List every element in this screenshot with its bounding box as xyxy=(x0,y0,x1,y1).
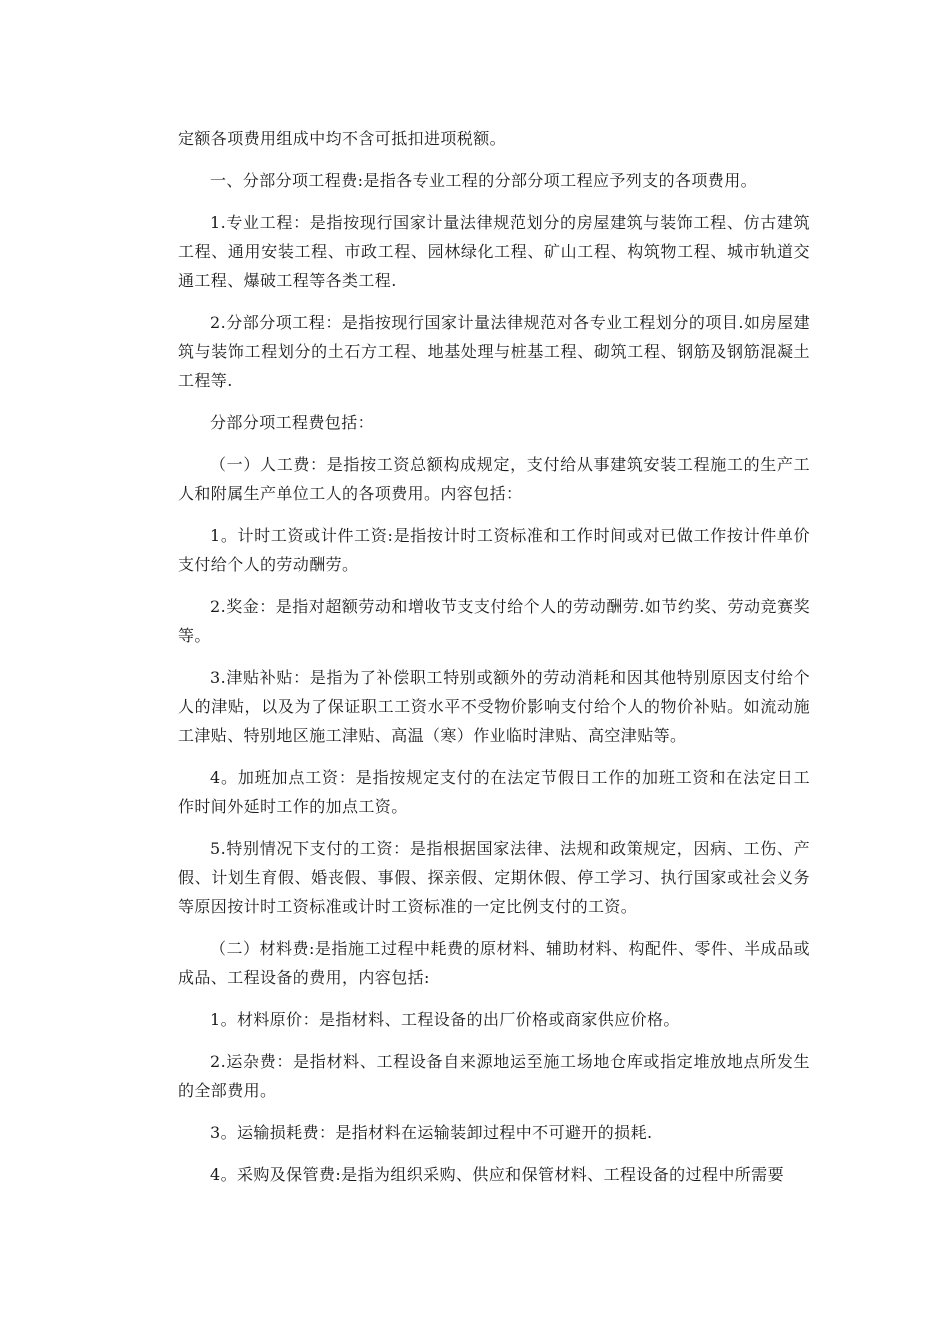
paragraph: （一）人工费：是指按工资总额构成规定，支付给从事建筑安装工程施工的生产工人和附属生产单位工人的各项费用。内容包括： xyxy=(178,455,810,503)
paragraph: 定额各项费用组成中均不含可抵扣进项税额。 xyxy=(178,129,507,148)
paragraph: 2.分部分项工程：是指按现行国家计量法律规范对各专业工程划分的项目.如房屋建筑与装饰工程划分的土石方工程、地基处理与桩基工程、砌筑工程、钢筋及钢筋混凝土工程等. xyxy=(178,313,810,390)
paragraph: 5.特别情况下支付的工资：是指根据国家法律、法规和政策规定，因病、工伤、产假、计划生育假、婚丧假、事假、探亲假、定期休假、停工学习、执行国家或社会义务等原因按计时工资标准或计时工资标准的一定比例支付的工资。 xyxy=(178,839,810,916)
paragraph: 1.专业工程：是指按现行国家计量法律规范划分的房屋建筑与装饰工程、仿古建筑工程、通用安装工程、市政工程、园林绿化工程、矿山工程、构筑物工程、城市轨道交通工程、爆破工程等各类工程. xyxy=(178,213,810,290)
paragraph: 2.运杂费：是指材料、工程设备自来源地运至施工场地仓库或指定堆放地点所发生的全部费用。 xyxy=(178,1052,810,1100)
paragraph: 2.奖金：是指对超额劳动和增收节支支付给个人的劳动酬劳.如节约奖、劳动竞赛奖等。 xyxy=(178,597,810,645)
paragraph: 一、分部分项工程费:是指各专业工程的分部分项工程应予列支的各项费用。 xyxy=(210,171,757,190)
paragraph: 3.津贴补贴：是指为了补偿职工特别或额外的劳动消耗和因其他特别原因支付给个人的津贴，以及为了保证职工工资水平不受物价影响支付给个人的物价补贴。如流动施工津贴、特别地区施工津贴、高温（寒）作业临时津贴、高空津贴等。 xyxy=(178,668,810,745)
paragraph: （二）材料费:是指施工过程中耗费的原材料、辅助材料、构配件、零件、半成品或成品、工程设备的费用，内容包括: xyxy=(178,939,810,987)
paragraph: 4。采购及保管费:是指为组织采购、供应和保管材料、工程设备的过程中所需要 xyxy=(210,1165,784,1184)
paragraph: 1。材料原价：是指材料、工程设备的出厂价格或商家供应价格。 xyxy=(210,1010,680,1029)
paragraph: 4。加班加点工资：是指按规定支付的在法定节假日工作的加班工资和在法定日工作时间外延时工作的加点工资。 xyxy=(178,768,810,816)
paragraph: 1。计时工资或计件工资:是指按计时工资标准和工作时间或对已做工作按计件单价支付给个人的劳动酬劳。 xyxy=(178,526,810,574)
document-body xyxy=(178,124,810,1202)
paragraph: 分部分项工程费包括： xyxy=(210,413,375,432)
paragraph: 3。运输损耗费：是指材料在运输装卸过程中不可避开的损耗. xyxy=(210,1123,653,1142)
